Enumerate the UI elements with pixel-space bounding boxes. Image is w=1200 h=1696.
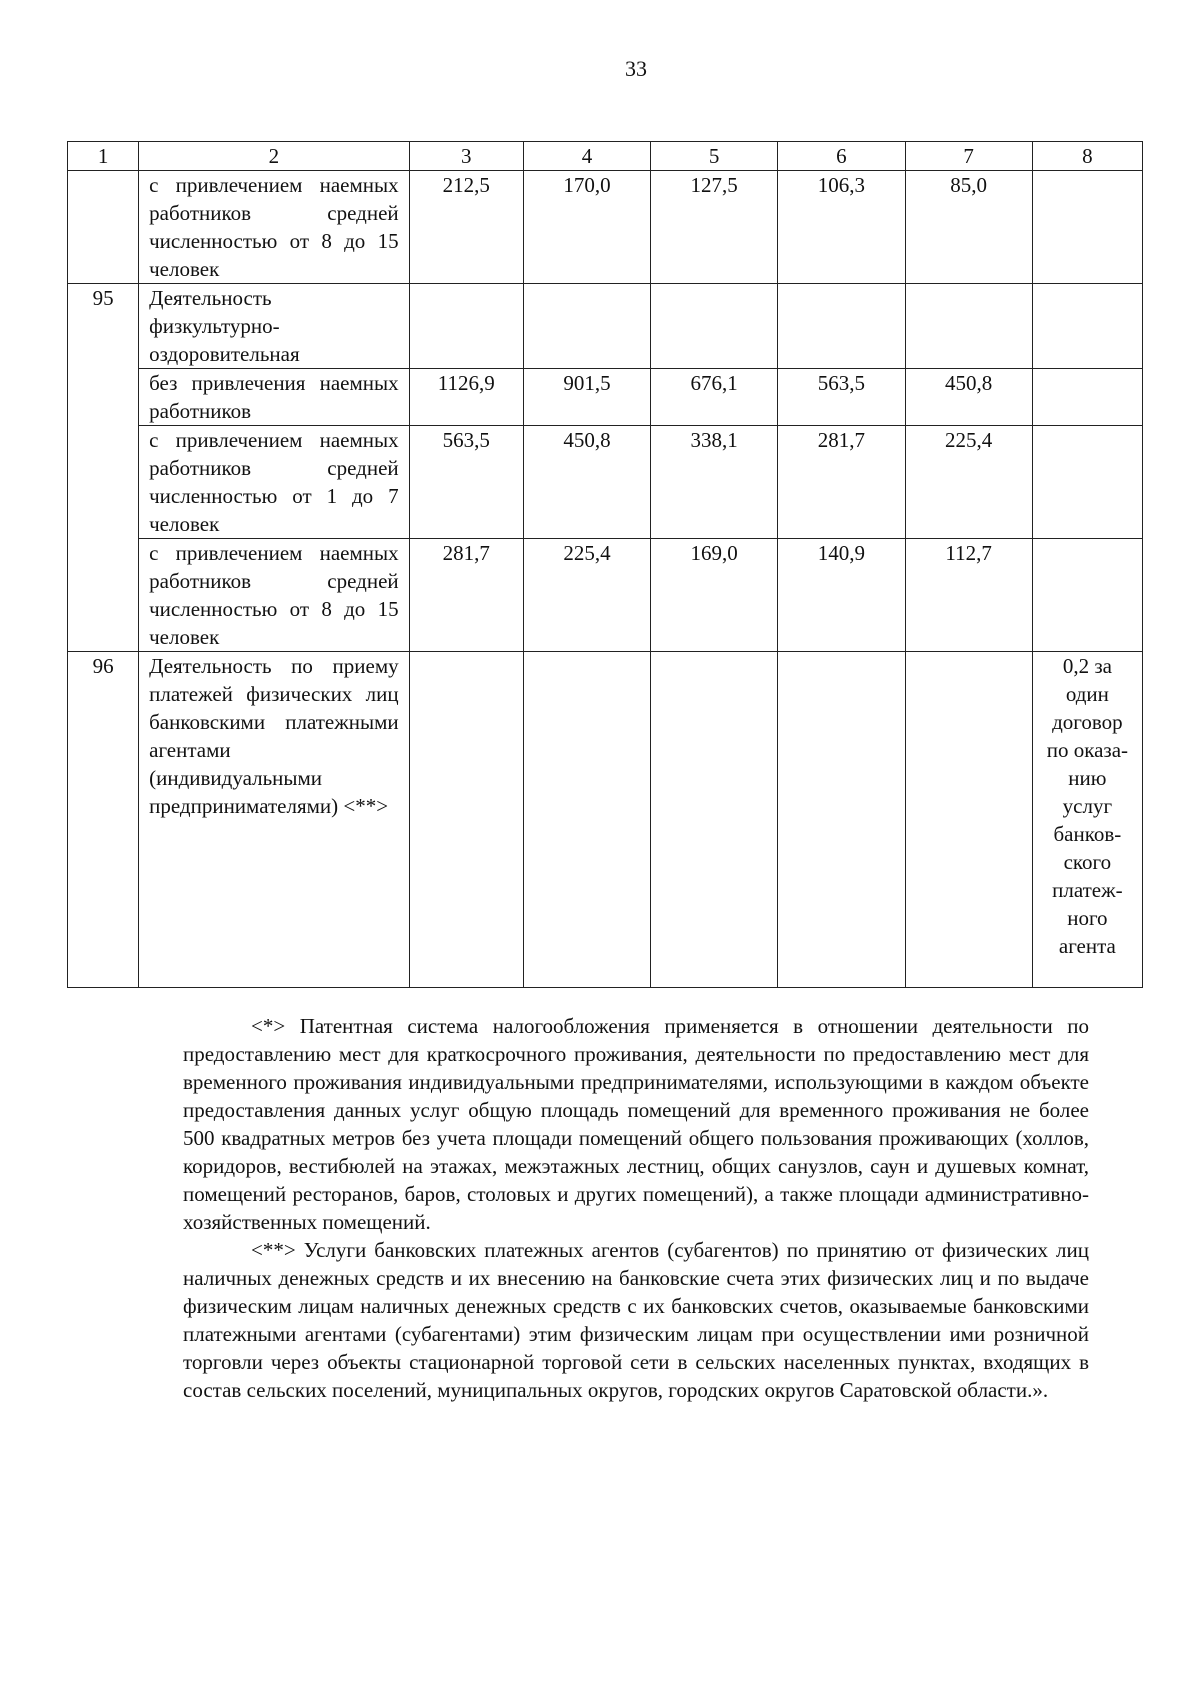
column-header: 6 [778, 142, 905, 171]
value-cell: 140,9 [778, 539, 905, 652]
value-cell: 225,4 [905, 426, 1032, 539]
value-cell [651, 652, 778, 988]
value-cell [1032, 426, 1142, 539]
table-row [68, 171, 1143, 284]
value-cell: 85,0 [905, 171, 1032, 284]
value-cell [905, 284, 1032, 369]
activity-description: без привлечения наемных работников [139, 369, 410, 426]
activity-description: Деятельность физкультурно-оздоровительная [139, 284, 410, 369]
table-row [68, 426, 1143, 539]
value-cell: 212,5 [409, 171, 523, 284]
value-cell: 106,3 [778, 171, 905, 284]
value-cell: 0,2 за один договор по оказа-нию услуг банков-ского платеж-ного агента [1032, 652, 1142, 988]
tariff-table [67, 141, 1143, 988]
value-cell [651, 284, 778, 369]
activity-description: с привлечением наемных работников средней численностью от 8 до 15 человек [139, 539, 410, 652]
table-row [68, 652, 1143, 988]
value-cell: 676,1 [651, 369, 778, 426]
footnote-single-asterisk: <*> Патентная система налогообложения применяется в отношении деятельности по предоставлению мест для краткосрочного проживания, деятельности по предоставлению мест для временного проживания индивидуальными предпринимателями, использующими в каждом объекте предоставления данных услуг общую площадь помещений для временного проживания не более 500 квадратных метров без учета площади помещений общего пользования проживающих (холлов, коридоров, вестибюлей на этажах, межэтажных лестниц, общих санузлов, саун и душевых комнат, помещений ресторанов, баров, столовых и других помещений), а также площади административно-хозяйственных помещений. [183, 1014, 1089, 1234]
footnotes [183, 1012, 1089, 1404]
value-cell [523, 652, 650, 988]
footnote-double-asterisk: <**> Услуги банковских платежных агентов (субагентов) по принятию от физических лиц наличных денежных средств и их внесению на банковские счета этих физических лиц и по выдаче физическим лицам наличных денежных средств с их банковских счетов, оказываемые банковскими платежными агентами (субагентами) этим физическим лицам при осуществлении ими розничной торговли через объекты стационарной торговой сети в сельских населенных пунктах, входящих в состав сельских поселений, муниципальных округов, городских округов Саратовской области.». [183, 1238, 1089, 1402]
value-cell [1032, 369, 1142, 426]
value-cell [409, 284, 523, 369]
value-cell [1032, 539, 1142, 652]
value-cell: 901,5 [523, 369, 650, 426]
column-header: 8 [1032, 142, 1142, 171]
column-header: 1 [68, 142, 139, 171]
activity-description: Деятельность по приему платежей физических лиц банковскими платежными агентами (индивидуальными предпринимателями) <**> [139, 652, 410, 988]
table-row [68, 539, 1143, 652]
value-cell: 450,8 [523, 426, 650, 539]
value-cell: 169,0 [651, 539, 778, 652]
column-header: 2 [139, 142, 410, 171]
value-cell [523, 284, 650, 369]
value-cell [1032, 171, 1142, 284]
value-cell: 170,0 [523, 171, 650, 284]
value-cell: 225,4 [523, 539, 650, 652]
activity-description: с привлечением наемных работников средней численностью от 1 до 7 человек [139, 426, 410, 539]
value-cell [778, 652, 905, 988]
value-cell [1032, 284, 1142, 369]
value-cell [905, 652, 1032, 988]
value-cell: 127,5 [651, 171, 778, 284]
value-cell: 338,1 [651, 426, 778, 539]
column-header: 7 [905, 142, 1032, 171]
row-number [68, 171, 139, 284]
value-cell [778, 284, 905, 369]
value-cell: 112,7 [905, 539, 1032, 652]
value-cell: 281,7 [409, 539, 523, 652]
value-cell: 450,8 [905, 369, 1032, 426]
value-cell: 281,7 [778, 426, 905, 539]
row-number: 95 [68, 284, 139, 652]
column-header: 4 [523, 142, 650, 171]
row-number: 96 [68, 652, 139, 988]
table-row [68, 284, 1143, 369]
page-number: 33 [625, 56, 647, 81]
table-header-row [68, 142, 1143, 171]
activity-description: с привлечением наемных работников средней численностью от 8 до 15 человек [139, 171, 410, 284]
table-row [68, 369, 1143, 426]
value-cell [409, 652, 523, 988]
column-header: 3 [409, 142, 523, 171]
value-cell: 1126,9 [409, 369, 523, 426]
value-cell: 563,5 [778, 369, 905, 426]
value-cell: 563,5 [409, 426, 523, 539]
column-header: 5 [651, 142, 778, 171]
